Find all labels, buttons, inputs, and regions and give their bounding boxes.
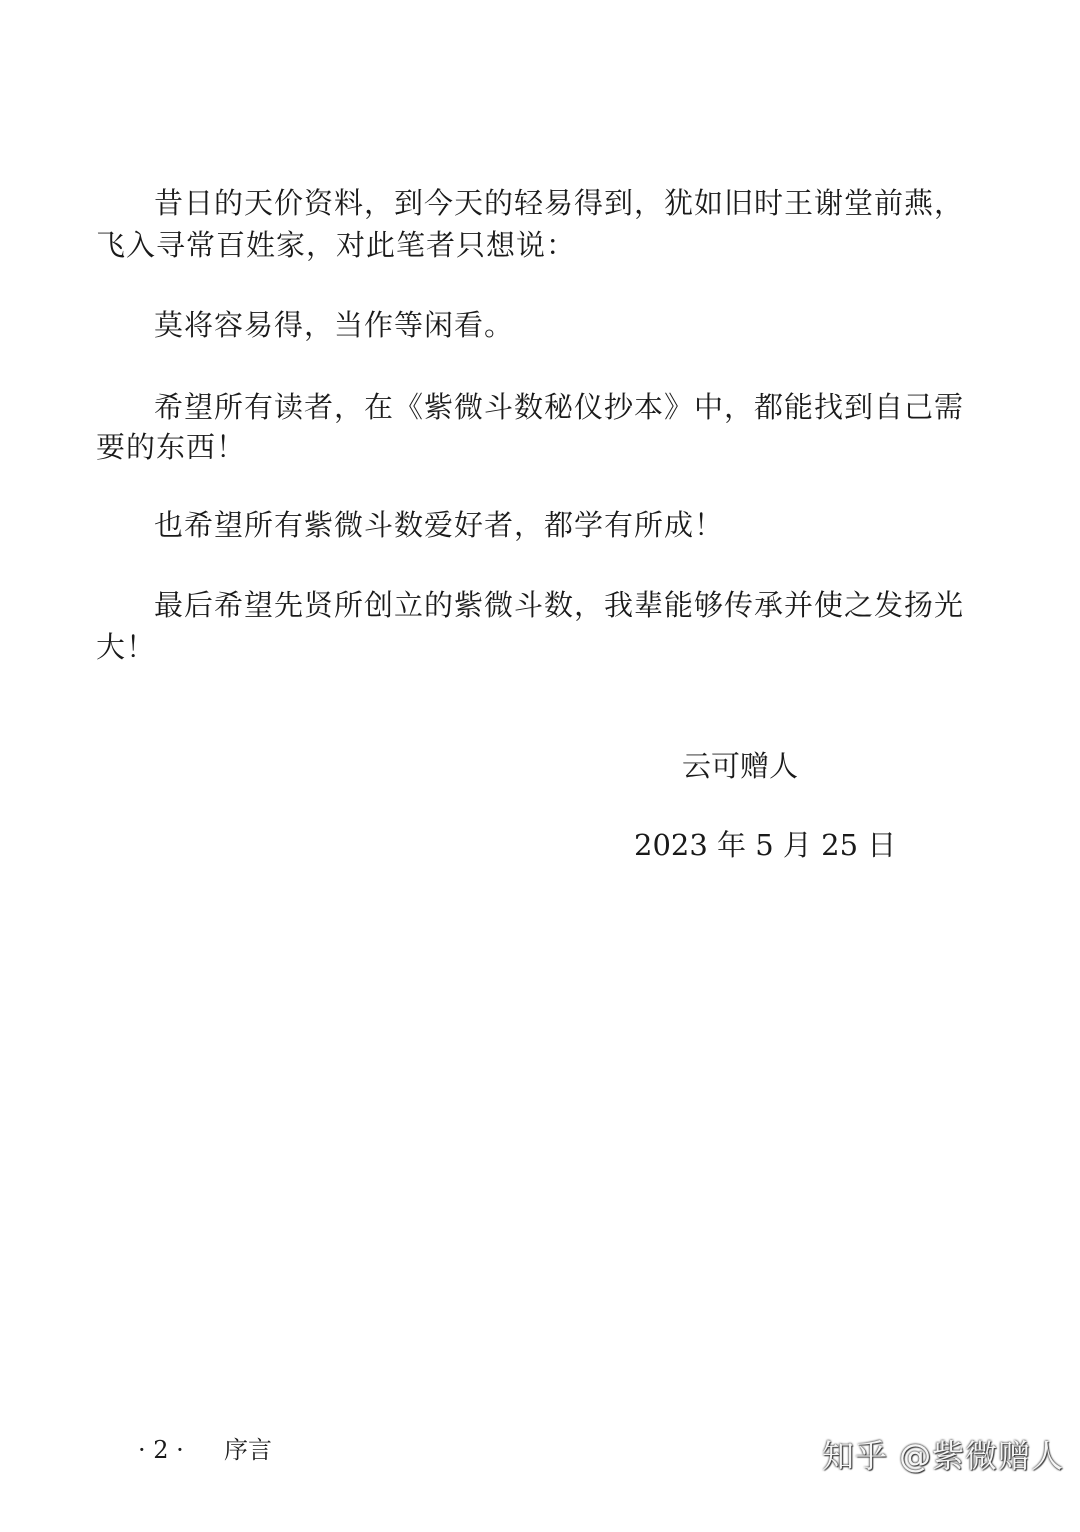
paragraph-5-line-1: 最后希望先贤所创立的紫微斗数，我辈能够传承并使之发扬光 [154, 588, 965, 622]
signature-date: 2023 年 5 月 25 日 [634, 828, 897, 862]
paragraph-1-continued [96, 218, 896, 272]
paragraph-1-line-2: 飞入寻常百姓家，对此笔者只想说： [96, 228, 577, 262]
section-title: 序言 [224, 1436, 272, 1464]
page-number: · 2 · [138, 1436, 184, 1464]
paragraph-3-line-2: 要的东西！ [96, 430, 247, 464]
paragraph-4-line-1: 也希望所有紫微斗数爱好者，都学有所成！ [154, 508, 725, 542]
paragraph-5-line-2: 大！ [96, 630, 157, 664]
watermark: 知乎 @紫微赠人 [822, 1437, 1065, 1475]
paragraph-3-continued [96, 420, 896, 474]
paragraph-4 [96, 498, 896, 552]
signature-author: 云可赠人 [682, 749, 799, 783]
paragraph-2 [96, 298, 896, 352]
paragraph-1-line-1: 昔日的天价资料，到今天的轻易得到，犹如旧时王谢堂前燕， [154, 186, 965, 220]
paragraph-2-line-1: 莫将容易得，当作等闲看。 [154, 308, 515, 342]
paragraph-3-line-1: 希望所有读者，在《紫微斗数秘仪抄本》中，都能找到自己需 [154, 390, 965, 424]
paragraph-5-continued [96, 620, 896, 674]
